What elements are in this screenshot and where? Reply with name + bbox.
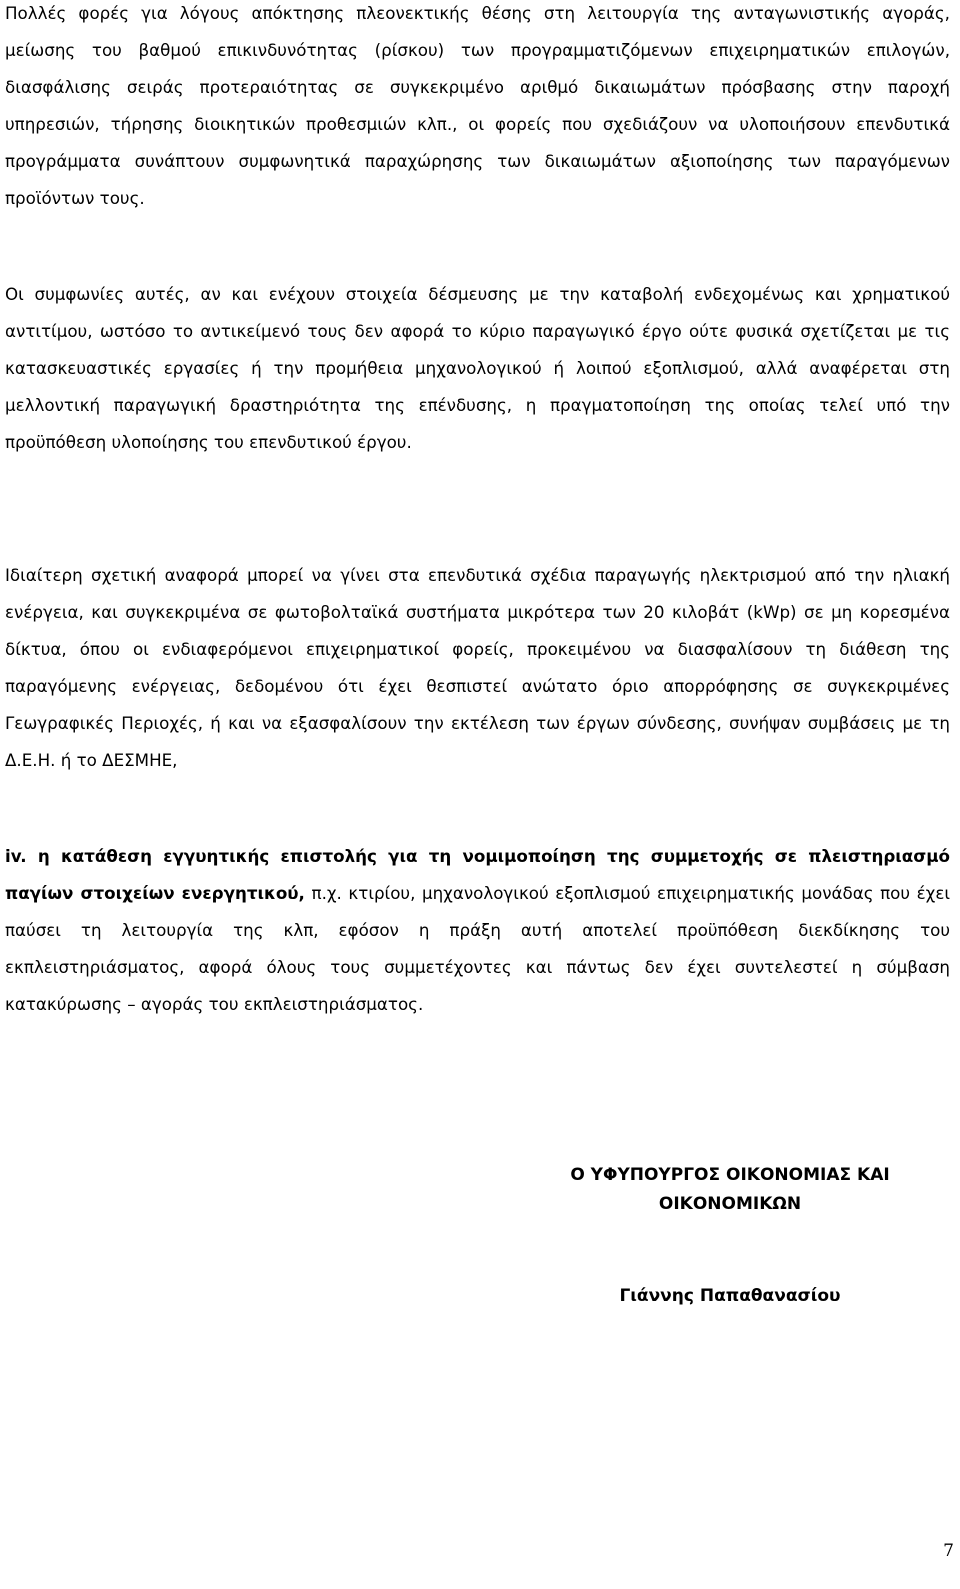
signature-title: [500, 1161, 960, 1219]
page-number: 7: [943, 1541, 954, 1561]
paragraph-2: [5, 276, 950, 461]
paragraph-3: [5, 557, 950, 779]
signature-title-line-1: Ο ΥΦΥΠΟΥΡΓΟΣ ΟΙΚΟΝΟΜΙΑΣ ΚΑΙ: [570, 1165, 890, 1185]
paragraph-3-text: Ιδιαίτερη σχετική αναφορά μπορεί να γίνει στα επενδυτικά σχέδια παραγωγής ηλεκτρισμού από την ηλιακή ενέργεια, και συγκεκριμένα σε φωτοβολταϊκά συστήματα μικρότερα των 20 κιλοβάτ (kWp) σε μη κορεσμένα δίκτυα, όπου οι ενδιαφερόμενοι επιχειρηματικοί φορείς, προκειμένου να διασφαλίσουν τη διάθεση της παραγόμενης ενέργειας, δεδομένου ότι έχει θεσπιστεί ανώτατο όριο απορρόφησης σε συγκεκριμένες Γεωγραφικές Περιοχές, ή και να εξασφαλίσουν την εκτέλεση των έργων σύνδεσης, συνήψαν συμβάσεις με τη Δ.Ε.Η. ή το ΔΕΣΜΗΕ,: [5, 565, 950, 770]
paragraph-1: [5, 0, 950, 217]
paragraph-4-bold-text: iv. η κατάθεση εγγυητικής επιστολής για τη νομιμοποίηση της συμμετοχής σε πλειστηριασμό παγίων στοιχείων ενεργητικού,: [5, 846, 950, 903]
paragraph-4: [5, 838, 950, 1023]
signature-name: Γιάννης Παπαθανασίου: [619, 1286, 841, 1306]
paragraph-2-text: Οι συμφωνίες αυτές, αν και ενέχουν στοιχεία δέσμευσης με την καταβολή ενδεχομένως και χρηματικού αντιτίμου, ωστόσο το αντικείμενό τους δεν αφορά το κύριο παραγωγικό έργο ούτε φυσικά σχετίζεται με τις κατασκευαστικές εργασίες ή την προμήθεια μηχανολογικού ή λοιπού εξοπλισμού, αλλά αναφέρεται στη μελλοντική παραγωγική δραστηριότητα της επένδυσης, η πραγματοποίηση της οποίας τελεί υπό την προϋπόθεση υλοποίησης του επενδυτικού έργου.: [5, 284, 950, 452]
paragraph-1-text: Πολλές φορές για λόγους απόκτησης πλεονεκτικής θέσης στη λειτουργία της ανταγωνιστικής αγοράς, μείωσης του βαθμού επικινδυνότητας (ρίσκου) των προγραμματιζόμενων επιχειρηματικών επιλογών, διασφάλισης σειράς προτεραιότητας σε συγκεκριμένο αριθμό δικαιωμάτων πρόσβασης στην παροχή υπηρεσιών, τήρησης διοικητικών προθεσμιών κλπ., οι φορείς που σχεδιάζουν να υλοποιήσουν επενδυτικά προγράμματα συνάπτουν συμφωνητικά παραχώρησης των δικαιωμάτων αξιοποίησης των παραγόμενων προϊόντων τους.: [5, 3, 950, 208]
paragraph-4-text: π.χ. κτιρίου, μηχανολογικού εξοπλισμού επιχειρηματικής μονάδας που έχει παύσει τη λειτουργία της κλπ, εφόσον η πράξη αυτή αποτελεί προϋπόθεση διεκδίκησης του εκπλειστηριάσματος, αφορά όλους τους συμμετέχοντες και πάντως δεν έχει συντελεστεί η σύμβαση κατακύρωσης – αγοράς του εκπλειστηριάσματος.: [5, 883, 950, 1014]
signature-title-line-2: ΟΙΚΟΝΟΜΙΚΩΝ: [658, 1194, 802, 1214]
